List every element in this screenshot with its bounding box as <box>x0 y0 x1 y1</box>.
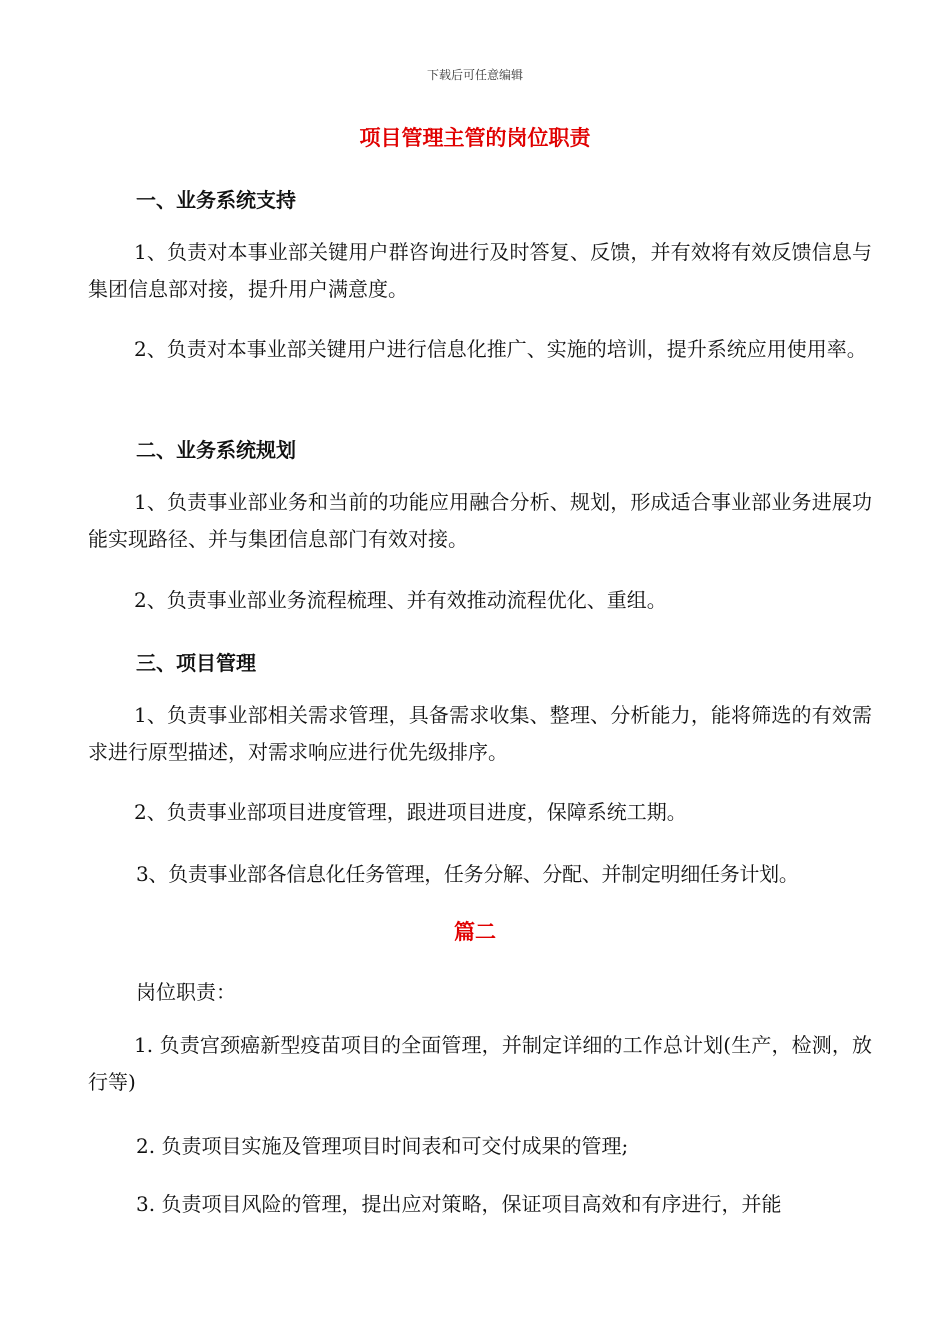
part2-item-2: 2. 负责项目实施及管理项目时间表和可交付成果的管理; <box>136 1134 629 1158</box>
section-heading-1: 一、业务系统支持 <box>136 188 296 212</box>
section-3-item-2: 2、负责事业部项目进度管理，跟进项目进度，保障系统工期。 <box>134 800 687 824</box>
document-title: 项目管理主管的岗位职责 <box>359 125 591 150</box>
section-heading-3: 三、项目管理 <box>136 651 256 675</box>
part2-intro: 岗位职责： <box>136 980 236 1004</box>
part2-title: 篇二 <box>454 919 496 944</box>
section-3-item-3: 3、负责事业部各信息化任务管理，任务分解、分配、并制定明细任务计划。 <box>136 862 799 886</box>
section-2-item-2: 2、负责事业部业务流程梳理、并有效推动流程优化、重组。 <box>134 588 667 612</box>
page-header: 下载后可任意编辑 <box>426 68 523 82</box>
part2-item-1: 1. 负责宫颈癌新型疫苗项目的全面管理，并制定详细的工作总计划(生产，检测，放行等) <box>88 1033 872 1094</box>
section-1-item-2: 2、负责对本事业部关键用户进行信息化推广、实施的培训，提升系统应用使用率。 <box>134 337 867 361</box>
section-heading-2: 二、业务系统规划 <box>136 438 296 462</box>
part2-item-3: 3. 负责项目风险的管理，提出应对策略，保证项目高效和有序进行，并能 <box>136 1192 782 1216</box>
section-1-item-1: 1、负责对本事业部关键用户群咨询进行及时答复、反馈，并有效将有效反馈信息与集团信息部对接，提升用户满意度。 <box>88 240 872 301</box>
section-3-item-1: 1、负责事业部相关需求管理，具备需求收集、整理、分析能力，能将筛选的有效需求进行原型描述，对需求响应进行优先级排序。 <box>88 703 872 764</box>
section-2-item-1: 1、负责事业部业务和当前的功能应用融合分析、规划，形成适合事业部业务进展功能实现路径、并与集团信息部门有效对接。 <box>88 490 872 551</box>
